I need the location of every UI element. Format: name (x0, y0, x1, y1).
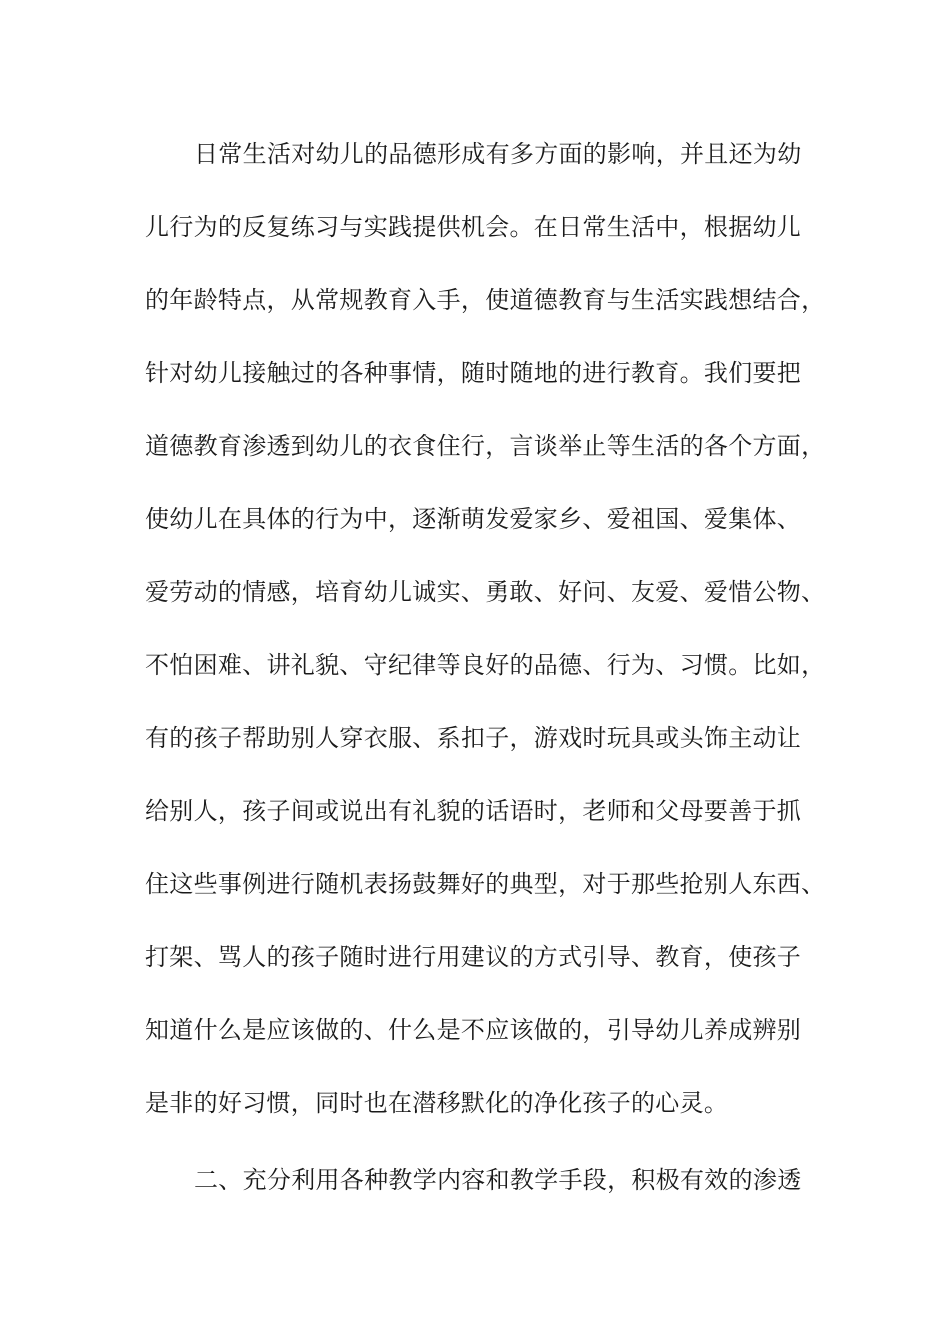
paragraph-line: 的年龄特点，从常规教育入手，使道德教育与生活实践想结合， (145, 286, 826, 314)
paragraph-line: 有的孩子帮助别人穿衣服、系扣子，游戏时玩具或头饰主动让 (145, 724, 802, 752)
paragraph-line: 知道什么是应该做的、什么是不应该做的，引导幼儿养成辨别 (145, 1016, 802, 1044)
paragraph-line-first: 日常生活对幼儿的品德形成有多方面的影响，并且还为幼 (194, 140, 802, 168)
paragraph-line-last: 是非的好习惯，同时也在潜移默化的净化孩子的心灵。 (145, 1089, 729, 1117)
paragraph-line: 儿行为的反复练习与实践提供机会。在日常生活中，根据幼儿 (145, 213, 802, 241)
paragraph-line: 给别人，孩子间或说出有礼貌的话语时，老师和父母要善于抓 (145, 797, 802, 825)
section-heading-line: 二、充分利用各种教学内容和教学手段，积极有效的渗透 (194, 1166, 802, 1194)
paragraph-line: 不怕困难、讲礼貌、守纪律等良好的品德、行为、习惯。比如， (145, 651, 826, 679)
paragraph-line: 打架、骂人的孩子随时进行用建议的方式引导、教育，使孩子 (145, 943, 802, 971)
paragraph-line: 爱劳动的情感，培育幼儿诚实、勇敢、好问、友爱、爱惜公物、 (145, 578, 826, 606)
paragraph-line: 针对幼儿接触过的各种事情，随时随地的进行教育。我们要把 (145, 359, 802, 387)
paragraph-line: 道德教育渗透到幼儿的衣食住行，言谈举止等生活的各个方面， (145, 432, 826, 460)
paragraph-line: 使幼儿在具体的行为中，逐渐萌发爱家乡、爱祖国、爱集体、 (145, 505, 802, 533)
paragraph-line: 住这些事例进行随机表扬鼓舞好的典型，对于那些抢别人东西、 (145, 870, 826, 898)
